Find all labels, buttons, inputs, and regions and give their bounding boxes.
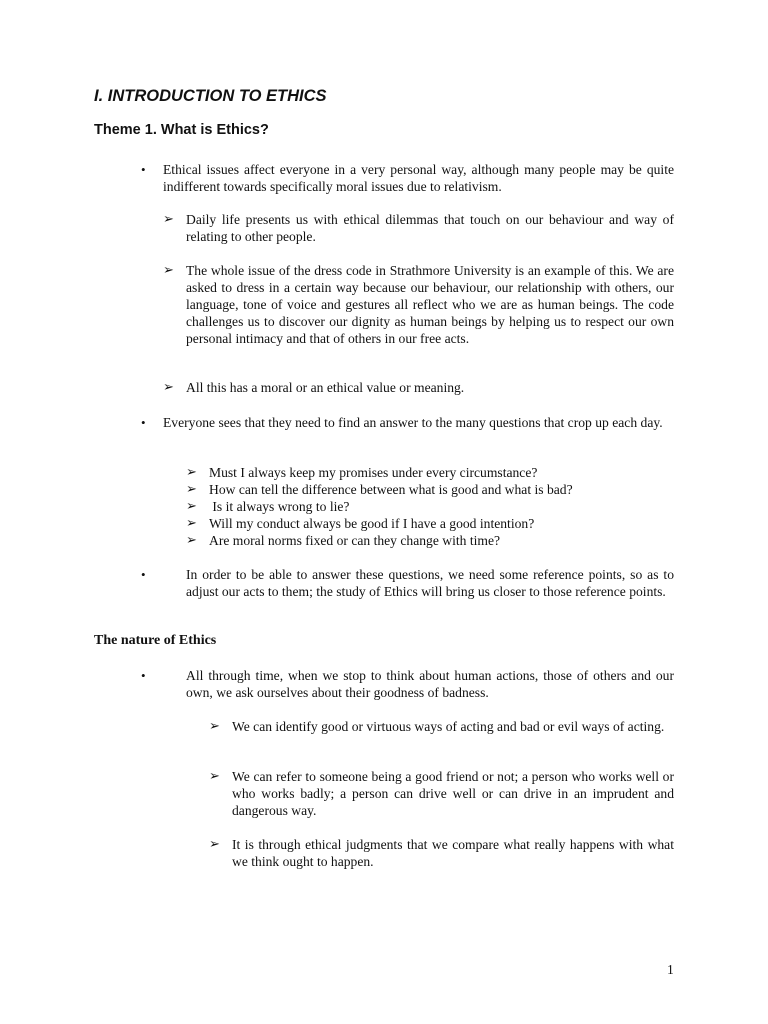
bullet-icon: • — [141, 567, 146, 582]
arrow-icon: ➢ — [163, 380, 174, 395]
arrow-icon: ➢ — [209, 719, 220, 734]
arrow-icon: ➢ — [186, 516, 197, 531]
section-title: The nature of Ethics — [94, 633, 217, 648]
bullet-icon: • — [141, 162, 146, 177]
arrow-icon: ➢ — [163, 263, 174, 278]
arrow-icon: ➢ — [186, 533, 197, 548]
question-item: How can tell the difference between what is good and what is bad? — [209, 482, 573, 497]
question-item: Will my conduct always be good if I have a good intention? — [209, 516, 535, 531]
arrow-icon: ➢ — [186, 482, 197, 497]
sub-paragraph: Daily life presents us with ethical dilemmas that touch on our behaviour and way of relating to other people. — [186, 212, 674, 244]
arrow-icon: ➢ — [186, 499, 197, 514]
bullet-icon: • — [141, 668, 146, 683]
arrow-icon: ➢ — [163, 212, 174, 227]
chapter-heading: I. INTRODUCTION TO ETHICS — [94, 87, 327, 105]
theme-title: Theme 1. What is Ethics? — [94, 122, 269, 138]
arrow-icon: ➢ — [186, 465, 197, 480]
bullet-paragraph-4: All through time, when we stop to think about human actions, those of others and our own, we ask ourselves about their goodness of badness. — [186, 668, 674, 700]
sub-paragraph: We can identify good or virtuous ways of acting and bad or evil ways of acting. — [232, 719, 665, 734]
sub-paragraph: All this has a moral or an ethical value or meaning. — [186, 380, 465, 395]
question-item: Is it always wrong to lie? — [209, 499, 350, 514]
bullet-icon: • — [141, 415, 146, 430]
page-number: 1 — [667, 962, 674, 977]
arrow-icon: ➢ — [209, 769, 220, 784]
sub-paragraph: The whole issue of the dress code in Strathmore University is an example of this. We are asked to dress in a certain way because our behaviour, our relationship with others, our language, tone of voice and gestures all reflect who we are as human beings. The code challenges us to discover our dignity as human beings by helping us to respect our own personal intimacy and that of others in our free acts. — [186, 263, 674, 346]
sub-paragraph: It is through ethical judgments that we compare what really happens with what we think ought to happen. — [232, 837, 674, 869]
question-item: Must I always keep my promises under every circumstance? — [209, 465, 538, 480]
question-item: Are moral norms fixed or can they change with time? — [209, 533, 501, 548]
bullet-paragraph-3: In order to be able to answer these questions, we need some reference points, so as to adjust our acts to them; the study of Ethics will bring us closer to those reference points. — [186, 567, 674, 599]
sub-paragraph: We can refer to someone being a good friend or not; a person who works well or who works badly; a person can drive well or can drive in an imprudent and dangerous way. — [232, 769, 674, 818]
bullet-paragraph-1: Ethical issues affect everyone in a very personal way, although many people may be quite indifferent towards specifically moral issues due to relativism. — [163, 162, 674, 194]
arrow-icon: ➢ — [209, 837, 220, 852]
bullet-paragraph-2: Everyone sees that they need to find an answer to the many questions that crop up each day. — [163, 415, 663, 430]
